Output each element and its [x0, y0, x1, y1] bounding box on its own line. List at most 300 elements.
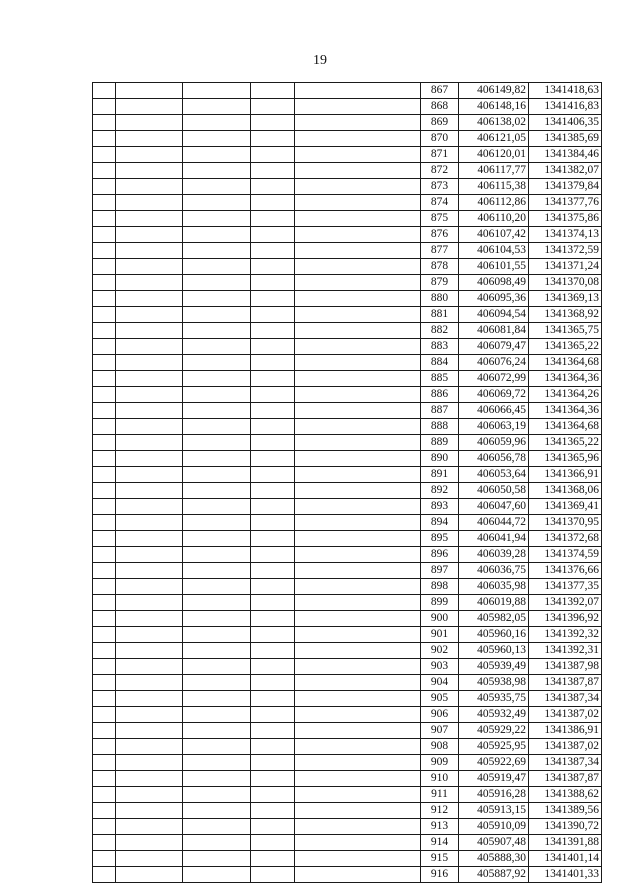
empty-cell	[116, 659, 183, 675]
empty-cell	[251, 435, 295, 451]
point-number-cell: 887	[421, 403, 459, 419]
point-number-cell: 880	[421, 291, 459, 307]
empty-cell	[93, 563, 116, 579]
empty-cell	[251, 115, 295, 131]
y-coordinate-cell: 1341370,08	[529, 275, 602, 291]
empty-cell	[93, 291, 116, 307]
x-coordinate-cell: 406053,64	[459, 467, 529, 483]
empty-cell	[116, 227, 183, 243]
point-number-cell: 911	[421, 787, 459, 803]
empty-cell	[93, 675, 116, 691]
table-row	[93, 547, 602, 563]
y-coordinate-cell: 1341377,76	[529, 195, 602, 211]
empty-cell	[251, 803, 295, 819]
point-number-cell: 890	[421, 451, 459, 467]
point-number-cell: 871	[421, 147, 459, 163]
empty-cell	[93, 691, 116, 707]
table-row	[93, 259, 602, 275]
empty-cell	[251, 147, 295, 163]
table-row	[93, 595, 602, 611]
table-row	[93, 835, 602, 851]
empty-cell	[93, 419, 116, 435]
empty-cell	[295, 147, 421, 163]
empty-cell	[295, 755, 421, 771]
table-row	[93, 195, 602, 211]
empty-cell	[183, 531, 251, 547]
empty-cell	[93, 579, 116, 595]
x-coordinate-cell: 405929,22	[459, 723, 529, 739]
empty-cell	[295, 99, 421, 115]
x-coordinate-cell: 406019,88	[459, 595, 529, 611]
empty-cell	[93, 115, 116, 131]
empty-cell	[251, 659, 295, 675]
empty-cell	[183, 291, 251, 307]
empty-cell	[116, 627, 183, 643]
x-coordinate-cell: 405919,47	[459, 771, 529, 787]
table-row	[93, 403, 602, 419]
empty-cell	[295, 307, 421, 323]
empty-cell	[251, 483, 295, 499]
empty-cell	[295, 419, 421, 435]
table-row	[93, 115, 602, 131]
table-row	[93, 627, 602, 643]
x-coordinate-cell: 406107,42	[459, 227, 529, 243]
empty-cell	[183, 467, 251, 483]
x-coordinate-cell: 406094,54	[459, 307, 529, 323]
y-coordinate-cell: 1341372,59	[529, 243, 602, 259]
empty-cell	[183, 707, 251, 723]
empty-cell	[295, 787, 421, 803]
x-coordinate-cell: 405939,49	[459, 659, 529, 675]
empty-cell	[183, 771, 251, 787]
empty-cell	[295, 579, 421, 595]
y-coordinate-cell: 1341369,13	[529, 291, 602, 307]
empty-cell	[93, 787, 116, 803]
empty-cell	[251, 515, 295, 531]
empty-cell	[295, 291, 421, 307]
empty-cell	[251, 179, 295, 195]
point-number-cell: 895	[421, 531, 459, 547]
point-number-cell: 906	[421, 707, 459, 723]
empty-cell	[295, 723, 421, 739]
empty-cell	[251, 819, 295, 835]
empty-cell	[251, 579, 295, 595]
empty-cell	[93, 227, 116, 243]
empty-cell	[183, 243, 251, 259]
empty-cell	[116, 755, 183, 771]
empty-cell	[183, 275, 251, 291]
x-coordinate-cell: 406050,58	[459, 483, 529, 499]
empty-cell	[183, 547, 251, 563]
x-coordinate-cell: 406138,02	[459, 115, 529, 131]
x-coordinate-cell: 406112,86	[459, 195, 529, 211]
table-row	[93, 451, 602, 467]
empty-cell	[251, 755, 295, 771]
empty-cell	[183, 211, 251, 227]
empty-cell	[183, 227, 251, 243]
empty-cell	[93, 179, 116, 195]
x-coordinate-cell: 405938,98	[459, 675, 529, 691]
empty-cell	[295, 643, 421, 659]
empty-cell	[116, 579, 183, 595]
empty-cell	[295, 275, 421, 291]
point-number-cell: 905	[421, 691, 459, 707]
empty-cell	[251, 531, 295, 547]
empty-cell	[93, 611, 116, 627]
empty-cell	[116, 867, 183, 883]
y-coordinate-cell: 1341364,68	[529, 355, 602, 371]
empty-cell	[93, 355, 116, 371]
empty-cell	[116, 451, 183, 467]
empty-cell	[93, 323, 116, 339]
y-coordinate-cell: 1341387,87	[529, 675, 602, 691]
y-coordinate-cell: 1341364,36	[529, 403, 602, 419]
empty-cell	[251, 339, 295, 355]
y-coordinate-cell: 1341371,24	[529, 259, 602, 275]
point-number-cell: 896	[421, 547, 459, 563]
x-coordinate-cell: 406104,53	[459, 243, 529, 259]
empty-cell	[116, 835, 183, 851]
empty-cell	[295, 867, 421, 883]
empty-cell	[183, 499, 251, 515]
empty-cell	[93, 339, 116, 355]
empty-cell	[116, 115, 183, 131]
y-coordinate-cell: 1341392,31	[529, 643, 602, 659]
point-number-cell: 882	[421, 323, 459, 339]
y-coordinate-cell: 1341379,84	[529, 179, 602, 195]
empty-cell	[93, 83, 116, 99]
empty-cell	[116, 595, 183, 611]
x-coordinate-cell: 406115,38	[459, 179, 529, 195]
empty-cell	[295, 819, 421, 835]
y-coordinate-cell: 1341392,32	[529, 627, 602, 643]
x-coordinate-cell: 406036,75	[459, 563, 529, 579]
point-number-cell: 885	[421, 371, 459, 387]
empty-cell	[183, 403, 251, 419]
empty-cell	[93, 483, 116, 499]
x-coordinate-cell: 405960,13	[459, 643, 529, 659]
table-row	[93, 179, 602, 195]
empty-cell	[116, 403, 183, 419]
table-row	[93, 515, 602, 531]
empty-cell	[251, 163, 295, 179]
empty-cell	[295, 499, 421, 515]
empty-cell	[93, 547, 116, 563]
empty-cell	[93, 131, 116, 147]
empty-cell	[251, 195, 295, 211]
empty-cell	[295, 339, 421, 355]
y-coordinate-cell: 1341387,87	[529, 771, 602, 787]
empty-cell	[295, 483, 421, 499]
empty-cell	[183, 163, 251, 179]
empty-cell	[183, 307, 251, 323]
empty-cell	[183, 867, 251, 883]
empty-cell	[183, 595, 251, 611]
empty-cell	[295, 371, 421, 387]
empty-cell	[116, 851, 183, 867]
empty-cell	[116, 739, 183, 755]
empty-cell	[251, 307, 295, 323]
table-row	[93, 387, 602, 403]
y-coordinate-cell: 1341401,33	[529, 867, 602, 883]
empty-cell	[295, 707, 421, 723]
empty-cell	[251, 595, 295, 611]
x-coordinate-cell: 406039,28	[459, 547, 529, 563]
empty-cell	[251, 275, 295, 291]
y-coordinate-cell: 1341369,41	[529, 499, 602, 515]
empty-cell	[93, 595, 116, 611]
empty-cell	[251, 355, 295, 371]
empty-cell	[93, 515, 116, 531]
table-row	[93, 739, 602, 755]
empty-cell	[251, 771, 295, 787]
empty-cell	[295, 771, 421, 787]
empty-cell	[295, 595, 421, 611]
table-row	[93, 435, 602, 451]
table-row	[93, 723, 602, 739]
point-number-cell: 893	[421, 499, 459, 515]
empty-cell	[93, 627, 116, 643]
table-body	[93, 83, 602, 883]
empty-cell	[251, 867, 295, 883]
y-coordinate-cell: 1341386,91	[529, 723, 602, 739]
empty-cell	[93, 307, 116, 323]
empty-cell	[183, 131, 251, 147]
empty-cell	[251, 547, 295, 563]
y-coordinate-cell: 1341374,13	[529, 227, 602, 243]
table-row	[93, 211, 602, 227]
table-row	[93, 755, 602, 771]
empty-cell	[183, 435, 251, 451]
empty-cell	[183, 627, 251, 643]
empty-cell	[116, 355, 183, 371]
y-coordinate-cell: 1341372,68	[529, 531, 602, 547]
y-coordinate-cell: 1341388,62	[529, 787, 602, 803]
empty-cell	[93, 275, 116, 291]
table-row	[93, 675, 602, 691]
x-coordinate-cell: 406148,16	[459, 99, 529, 115]
y-coordinate-cell: 1341365,22	[529, 435, 602, 451]
empty-cell	[295, 323, 421, 339]
empty-cell	[183, 723, 251, 739]
empty-cell	[183, 819, 251, 835]
point-number-cell: 879	[421, 275, 459, 291]
table-row	[93, 371, 602, 387]
y-coordinate-cell: 1341364,36	[529, 371, 602, 387]
empty-cell	[116, 371, 183, 387]
empty-cell	[93, 371, 116, 387]
table-row	[93, 419, 602, 435]
empty-cell	[93, 259, 116, 275]
x-coordinate-cell: 406079,47	[459, 339, 529, 355]
empty-cell	[116, 419, 183, 435]
table-row	[93, 579, 602, 595]
empty-cell	[251, 403, 295, 419]
point-number-cell: 881	[421, 307, 459, 323]
empty-cell	[295, 211, 421, 227]
table-row	[93, 851, 602, 867]
y-coordinate-cell: 1341385,69	[529, 131, 602, 147]
y-coordinate-cell: 1341370,95	[529, 515, 602, 531]
empty-cell	[116, 611, 183, 627]
point-number-cell: 867	[421, 83, 459, 99]
empty-cell	[183, 563, 251, 579]
table-row	[93, 275, 602, 291]
table-row	[93, 803, 602, 819]
empty-cell	[183, 787, 251, 803]
empty-cell	[183, 739, 251, 755]
empty-cell	[116, 771, 183, 787]
empty-cell	[295, 163, 421, 179]
empty-cell	[251, 739, 295, 755]
empty-cell	[251, 243, 295, 259]
y-coordinate-cell: 1341365,75	[529, 323, 602, 339]
x-coordinate-cell: 405888,30	[459, 851, 529, 867]
x-coordinate-cell: 406072,99	[459, 371, 529, 387]
empty-cell	[116, 195, 183, 211]
empty-cell	[251, 467, 295, 483]
empty-cell	[251, 691, 295, 707]
empty-cell	[295, 83, 421, 99]
y-coordinate-cell: 1341387,02	[529, 707, 602, 723]
empty-cell	[93, 659, 116, 675]
empty-cell	[295, 627, 421, 643]
empty-cell	[183, 147, 251, 163]
empty-cell	[116, 259, 183, 275]
table-row	[93, 499, 602, 515]
empty-cell	[116, 691, 183, 707]
empty-cell	[251, 291, 295, 307]
table-row	[93, 147, 602, 163]
point-number-cell: 903	[421, 659, 459, 675]
empty-cell	[251, 675, 295, 691]
x-coordinate-cell: 406035,98	[459, 579, 529, 595]
empty-cell	[93, 435, 116, 451]
point-number-cell: 877	[421, 243, 459, 259]
y-coordinate-cell: 1341382,07	[529, 163, 602, 179]
x-coordinate-cell: 405982,05	[459, 611, 529, 627]
table-row	[93, 163, 602, 179]
y-coordinate-cell: 1341389,56	[529, 803, 602, 819]
empty-cell	[251, 131, 295, 147]
point-number-cell: 914	[421, 835, 459, 851]
table-row	[93, 819, 602, 835]
table-row	[93, 563, 602, 579]
y-coordinate-cell: 1341387,98	[529, 659, 602, 675]
empty-cell	[183, 643, 251, 659]
empty-cell	[295, 451, 421, 467]
x-coordinate-cell: 406098,49	[459, 275, 529, 291]
empty-cell	[295, 131, 421, 147]
empty-cell	[116, 819, 183, 835]
table-row	[93, 227, 602, 243]
empty-cell	[183, 371, 251, 387]
empty-cell	[183, 483, 251, 499]
x-coordinate-cell: 405925,95	[459, 739, 529, 755]
y-coordinate-cell: 1341365,22	[529, 339, 602, 355]
x-coordinate-cell: 406110,20	[459, 211, 529, 227]
point-number-cell: 891	[421, 467, 459, 483]
x-coordinate-cell: 406066,45	[459, 403, 529, 419]
x-coordinate-cell: 406081,84	[459, 323, 529, 339]
empty-cell	[251, 835, 295, 851]
empty-cell	[93, 723, 116, 739]
point-number-cell: 869	[421, 115, 459, 131]
empty-cell	[116, 723, 183, 739]
empty-cell	[183, 659, 251, 675]
point-number-cell: 888	[421, 419, 459, 435]
empty-cell	[116, 339, 183, 355]
empty-cell	[93, 531, 116, 547]
table-row	[93, 771, 602, 787]
empty-cell	[295, 195, 421, 211]
empty-cell	[183, 451, 251, 467]
empty-cell	[93, 387, 116, 403]
empty-cell	[295, 675, 421, 691]
empty-cell	[93, 147, 116, 163]
empty-cell	[295, 803, 421, 819]
empty-cell	[295, 435, 421, 451]
y-coordinate-cell: 1341376,66	[529, 563, 602, 579]
empty-cell	[295, 835, 421, 851]
empty-cell	[295, 115, 421, 131]
empty-cell	[251, 419, 295, 435]
point-number-cell: 868	[421, 99, 459, 115]
empty-cell	[93, 867, 116, 883]
empty-cell	[295, 179, 421, 195]
x-coordinate-cell: 406117,77	[459, 163, 529, 179]
point-number-cell: 878	[421, 259, 459, 275]
empty-cell	[295, 467, 421, 483]
x-coordinate-cell: 406076,24	[459, 355, 529, 371]
point-number-cell: 913	[421, 819, 459, 835]
empty-cell	[295, 691, 421, 707]
x-coordinate-cell: 406095,36	[459, 291, 529, 307]
empty-cell	[116, 499, 183, 515]
empty-cell	[116, 515, 183, 531]
empty-cell	[251, 323, 295, 339]
empty-cell	[116, 547, 183, 563]
empty-cell	[116, 163, 183, 179]
empty-cell	[116, 131, 183, 147]
empty-cell	[93, 803, 116, 819]
table-row	[93, 643, 602, 659]
x-coordinate-cell: 405916,28	[459, 787, 529, 803]
y-coordinate-cell: 1341364,26	[529, 387, 602, 403]
empty-cell	[116, 99, 183, 115]
y-coordinate-cell: 1341401,14	[529, 851, 602, 867]
empty-cell	[93, 819, 116, 835]
table-row	[93, 243, 602, 259]
table-row	[93, 531, 602, 547]
point-number-cell: 873	[421, 179, 459, 195]
empty-cell	[251, 99, 295, 115]
empty-cell	[251, 451, 295, 467]
empty-cell	[116, 435, 183, 451]
table-row	[93, 611, 602, 627]
empty-cell	[295, 403, 421, 419]
y-coordinate-cell: 1341384,46	[529, 147, 602, 163]
empty-cell	[251, 627, 295, 643]
x-coordinate-cell: 406044,72	[459, 515, 529, 531]
x-coordinate-cell: 406149,82	[459, 83, 529, 99]
point-number-cell: 875	[421, 211, 459, 227]
point-number-cell: 901	[421, 627, 459, 643]
empty-cell	[295, 515, 421, 531]
x-coordinate-cell: 406120,01	[459, 147, 529, 163]
point-number-cell: 889	[421, 435, 459, 451]
y-coordinate-cell: 1341374,59	[529, 547, 602, 563]
